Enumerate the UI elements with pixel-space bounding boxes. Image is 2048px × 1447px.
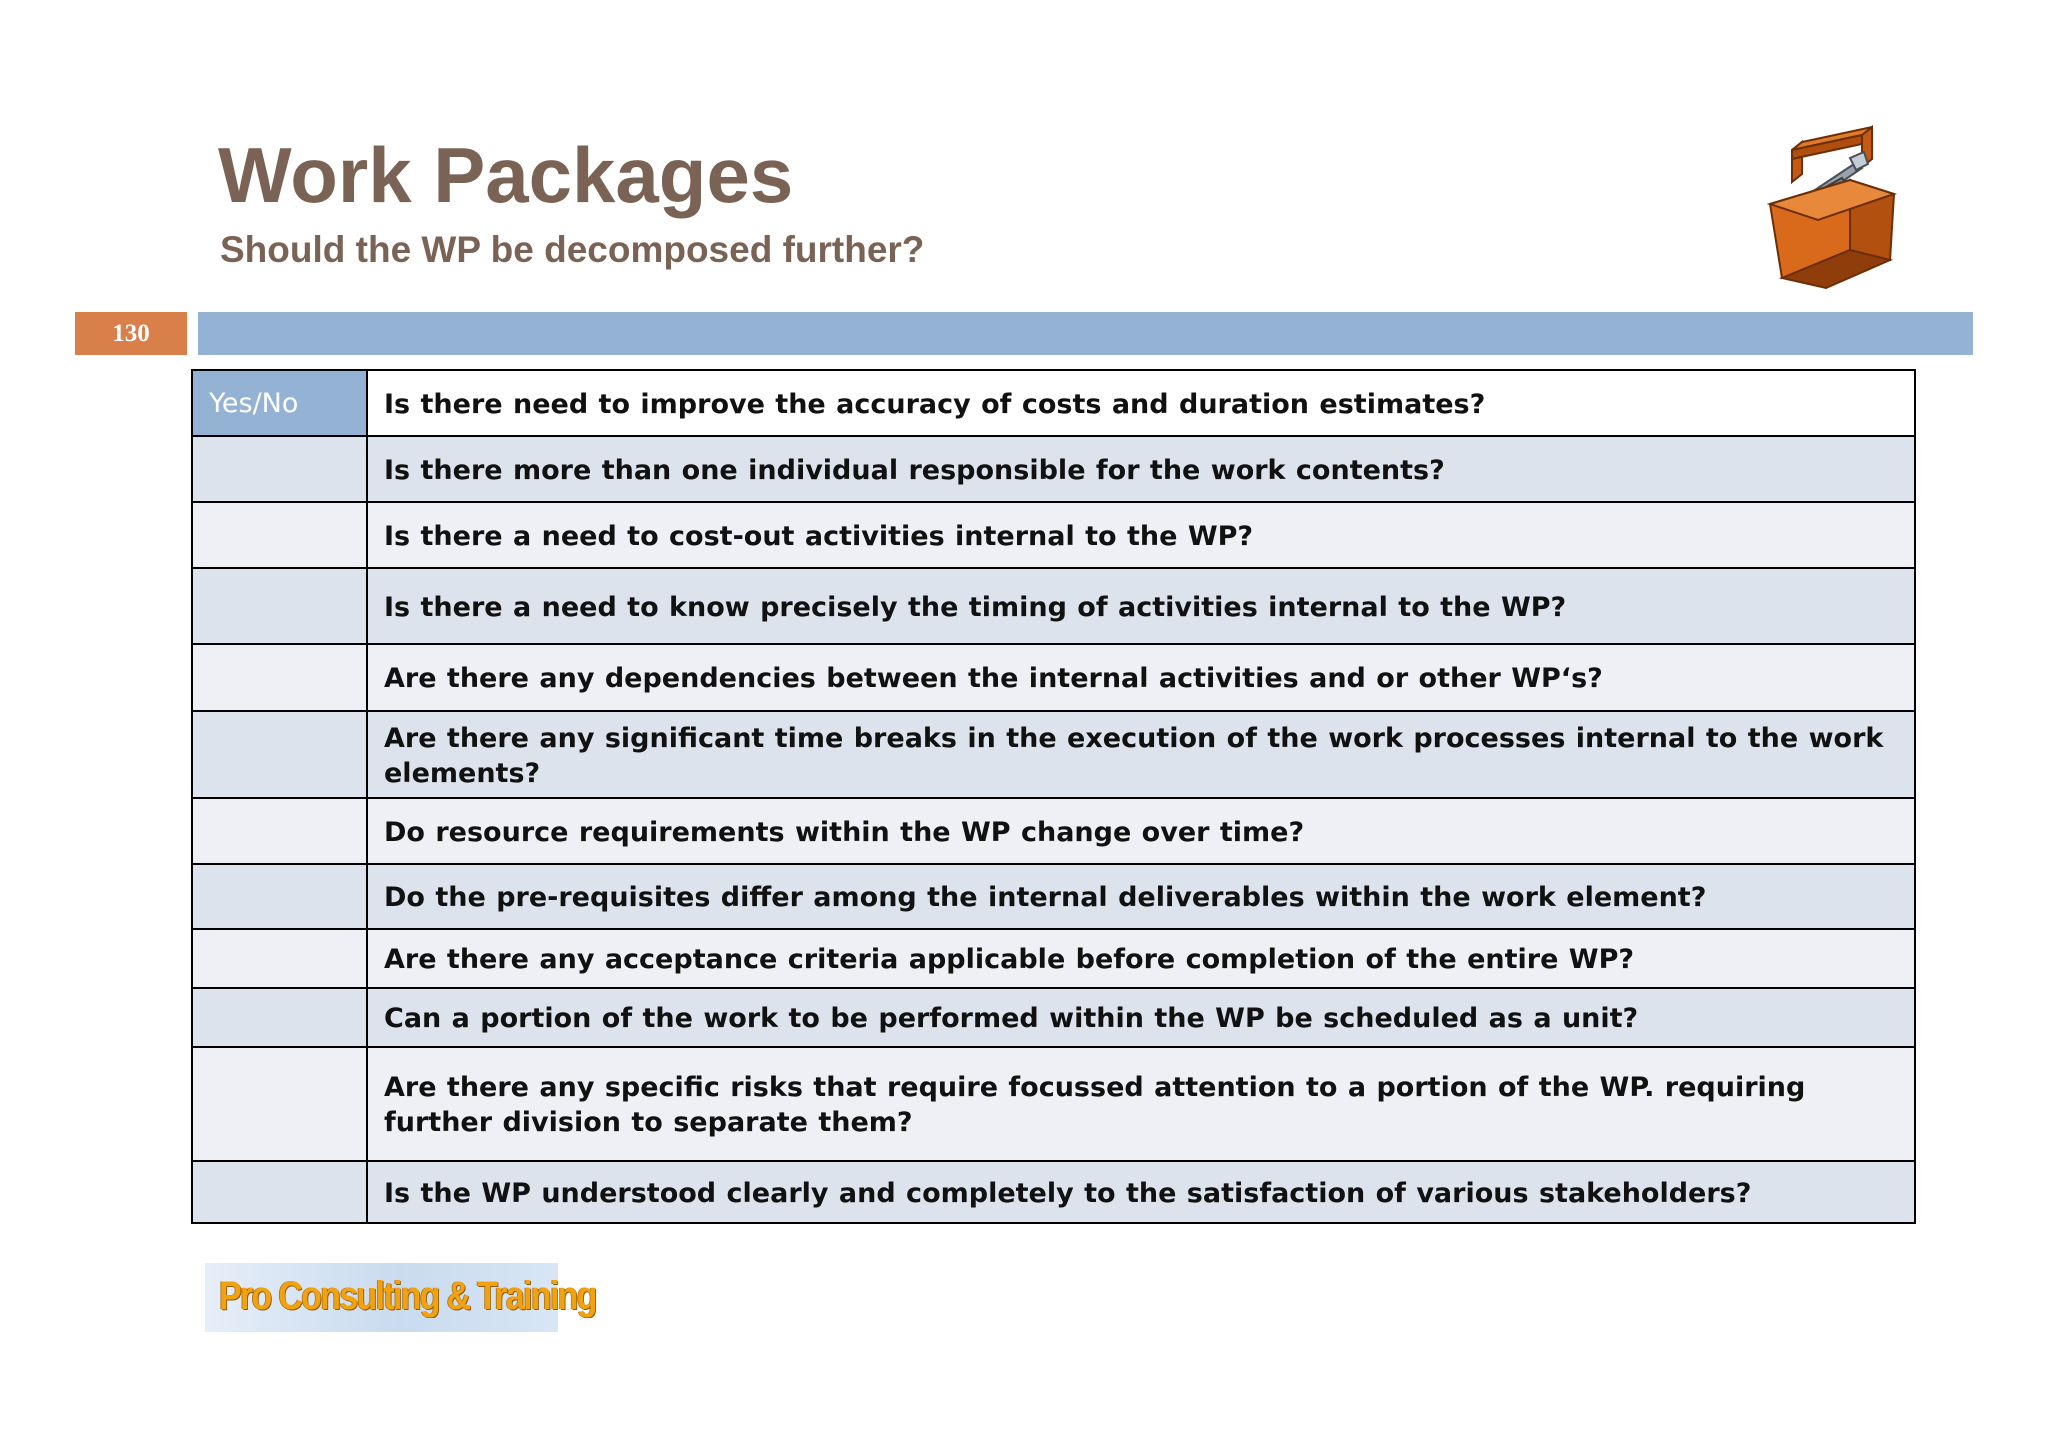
yes-no-cell [192,798,367,864]
page-number-badge: 130 [75,312,187,355]
table-row [192,436,1915,502]
question-cell: Are there any acceptance criteria applicable before completion of the entire WP? [367,929,1915,988]
yes-no-cell [192,644,367,711]
yes-no-header-cell: Yes/No [192,370,367,436]
yes-no-cell [192,864,367,929]
question-cell: Are there any specific risks that require focussed attention to a portion of the WP. requiring further division to separate them? [367,1047,1915,1161]
yes-no-cell [192,711,367,798]
header-bar [198,312,1973,355]
question-cell: Is there a need to know precisely the timing of activities internal to the WP? [367,568,1915,644]
yes-no-cell [192,929,367,988]
slide-subtitle: Should the WP be decomposed further? [220,229,925,270]
yes-no-cell [192,988,367,1047]
question-cell: Do resource requirements within the WP change over time? [367,798,1915,864]
yes-no-cell [192,1047,367,1161]
table-row [192,502,1915,568]
slide-title: Work Packages [218,131,794,219]
table-row [192,864,1915,929]
table-row [192,568,1915,644]
logo-text: Pro Consulting & Training [219,1274,596,1318]
question-cell: Is there need to improve the accuracy of costs and duration estimates? [367,370,1915,436]
table-row [192,798,1915,864]
question-cell: Can a portion of the work to be performed within the WP be scheduled as a unit? [367,988,1915,1047]
question-cell: Is there more than one individual responsible for the work contents? [367,436,1915,502]
yes-no-cell [192,436,367,502]
table-row [192,988,1915,1047]
table-row [192,644,1915,711]
table-header-row [192,370,1915,436]
question-cell: Are there any significant time breaks in the execution of the work processes internal to the work elements? [367,711,1915,798]
table-row [192,929,1915,988]
company-logo [205,1263,596,1332]
yes-no-cell [192,568,367,644]
table-row [192,1161,1915,1223]
question-cell: Is there a need to cost-out activities internal to the WP? [367,502,1915,568]
question-cell: Do the pre-requisites differ among the internal deliverables within the work element? [367,864,1915,929]
question-cell: Is the WP understood clearly and completely to the satisfaction of various stakeholders? [367,1161,1915,1223]
yes-no-cell [192,1161,367,1223]
table-row [192,711,1915,798]
toolbox-icon [1762,122,1902,292]
question-cell: Are there any dependencies between the internal activities and or other WP‘s? [367,644,1915,711]
decomposition-checklist-table [191,369,1916,1224]
table-row [192,1047,1915,1161]
yes-no-cell [192,502,367,568]
